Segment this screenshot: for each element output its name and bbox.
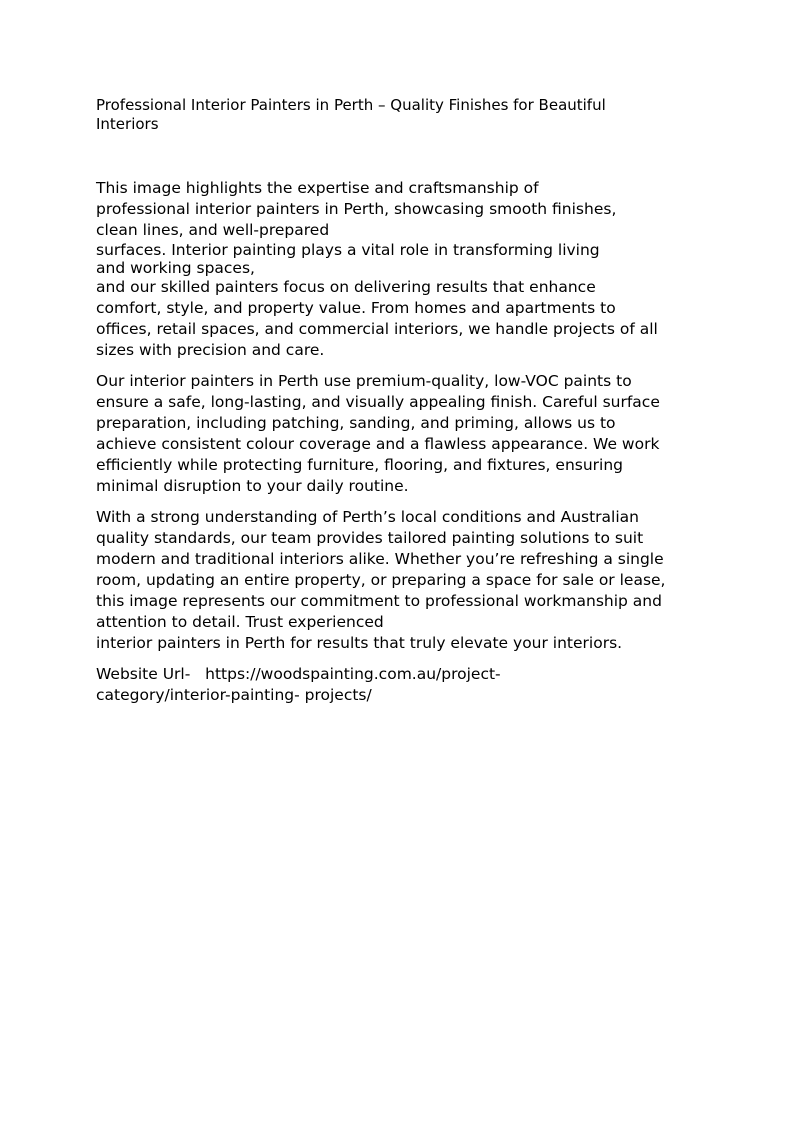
text-line: comfort, style, and property value. From homes and apartments to: [96, 299, 616, 317]
document-title: [96, 96, 696, 134]
text-line: this image represents our commitment to professional workmanship and: [96, 592, 662, 610]
paragraph-materials: [96, 371, 696, 497]
text-line: With a strong understanding of Perth’s local conditions and Australian: [96, 508, 639, 526]
text-line: This image highlights the expertise and craftsmanship of: [96, 179, 539, 197]
website-label: Website Url-: [96, 665, 191, 683]
text-line: sizes with precision and care.: [96, 341, 325, 359]
text-line: clean lines, and well-prepared: [96, 221, 330, 239]
text-line: surfaces. Interior painting plays a vital role in transforming living: [96, 241, 600, 259]
website-link[interactable]: https://woodspainting.com.au/project-: [205, 665, 501, 683]
title-line: Interiors: [96, 115, 159, 133]
text-line: efficiently while protecting furniture, flooring, and fixtures, ensuring: [96, 456, 624, 474]
text-line: attention to detail. Trust experienced: [96, 613, 384, 631]
website-line: [96, 664, 696, 685]
text-line: offices, retail spaces, and commercial interiors, we handle projects of all: [96, 320, 658, 338]
text-line: interior painters in Perth for results that truly elevate your interiors.: [96, 634, 623, 652]
text-line: professional interior painters in Perth, showcasing smooth finishes,: [96, 200, 617, 218]
website-link-continued[interactable]: category/interior-painting- projects/: [96, 686, 372, 704]
text-line: preparation, including patching, sanding, and priming, allows us to: [96, 414, 616, 432]
text-line: room, updating an entire property, or preparing a space for sale or lease,: [96, 571, 666, 589]
document-page: [96, 96, 696, 716]
text-line: achieve consistent colour coverage and a flawless appearance. We work: [96, 435, 660, 453]
paragraph-local: [96, 507, 696, 654]
text-line: modern and traditional interiors alike. Whether you’re refreshing a single: [96, 550, 664, 568]
text-line: minimal disruption to your daily routine.: [96, 477, 409, 495]
paragraph-intro: [96, 178, 696, 361]
text-line: Our interior painters in Perth use premium-quality, low-VOC paints to: [96, 372, 632, 390]
text-line: and working spaces,: [96, 259, 255, 277]
text-line: quality standards, our team provides tailored painting solutions to suit: [96, 529, 644, 547]
title-line: Professional Interior Painters in Perth – Quality Finishes for Beautiful: [96, 96, 606, 114]
text-line: and our skilled painters focus on delivering results that enhance: [96, 278, 596, 296]
text-line: ensure a safe, long-lasting, and visually appealing finish. Careful surface: [96, 393, 660, 411]
website-block: [96, 664, 696, 706]
